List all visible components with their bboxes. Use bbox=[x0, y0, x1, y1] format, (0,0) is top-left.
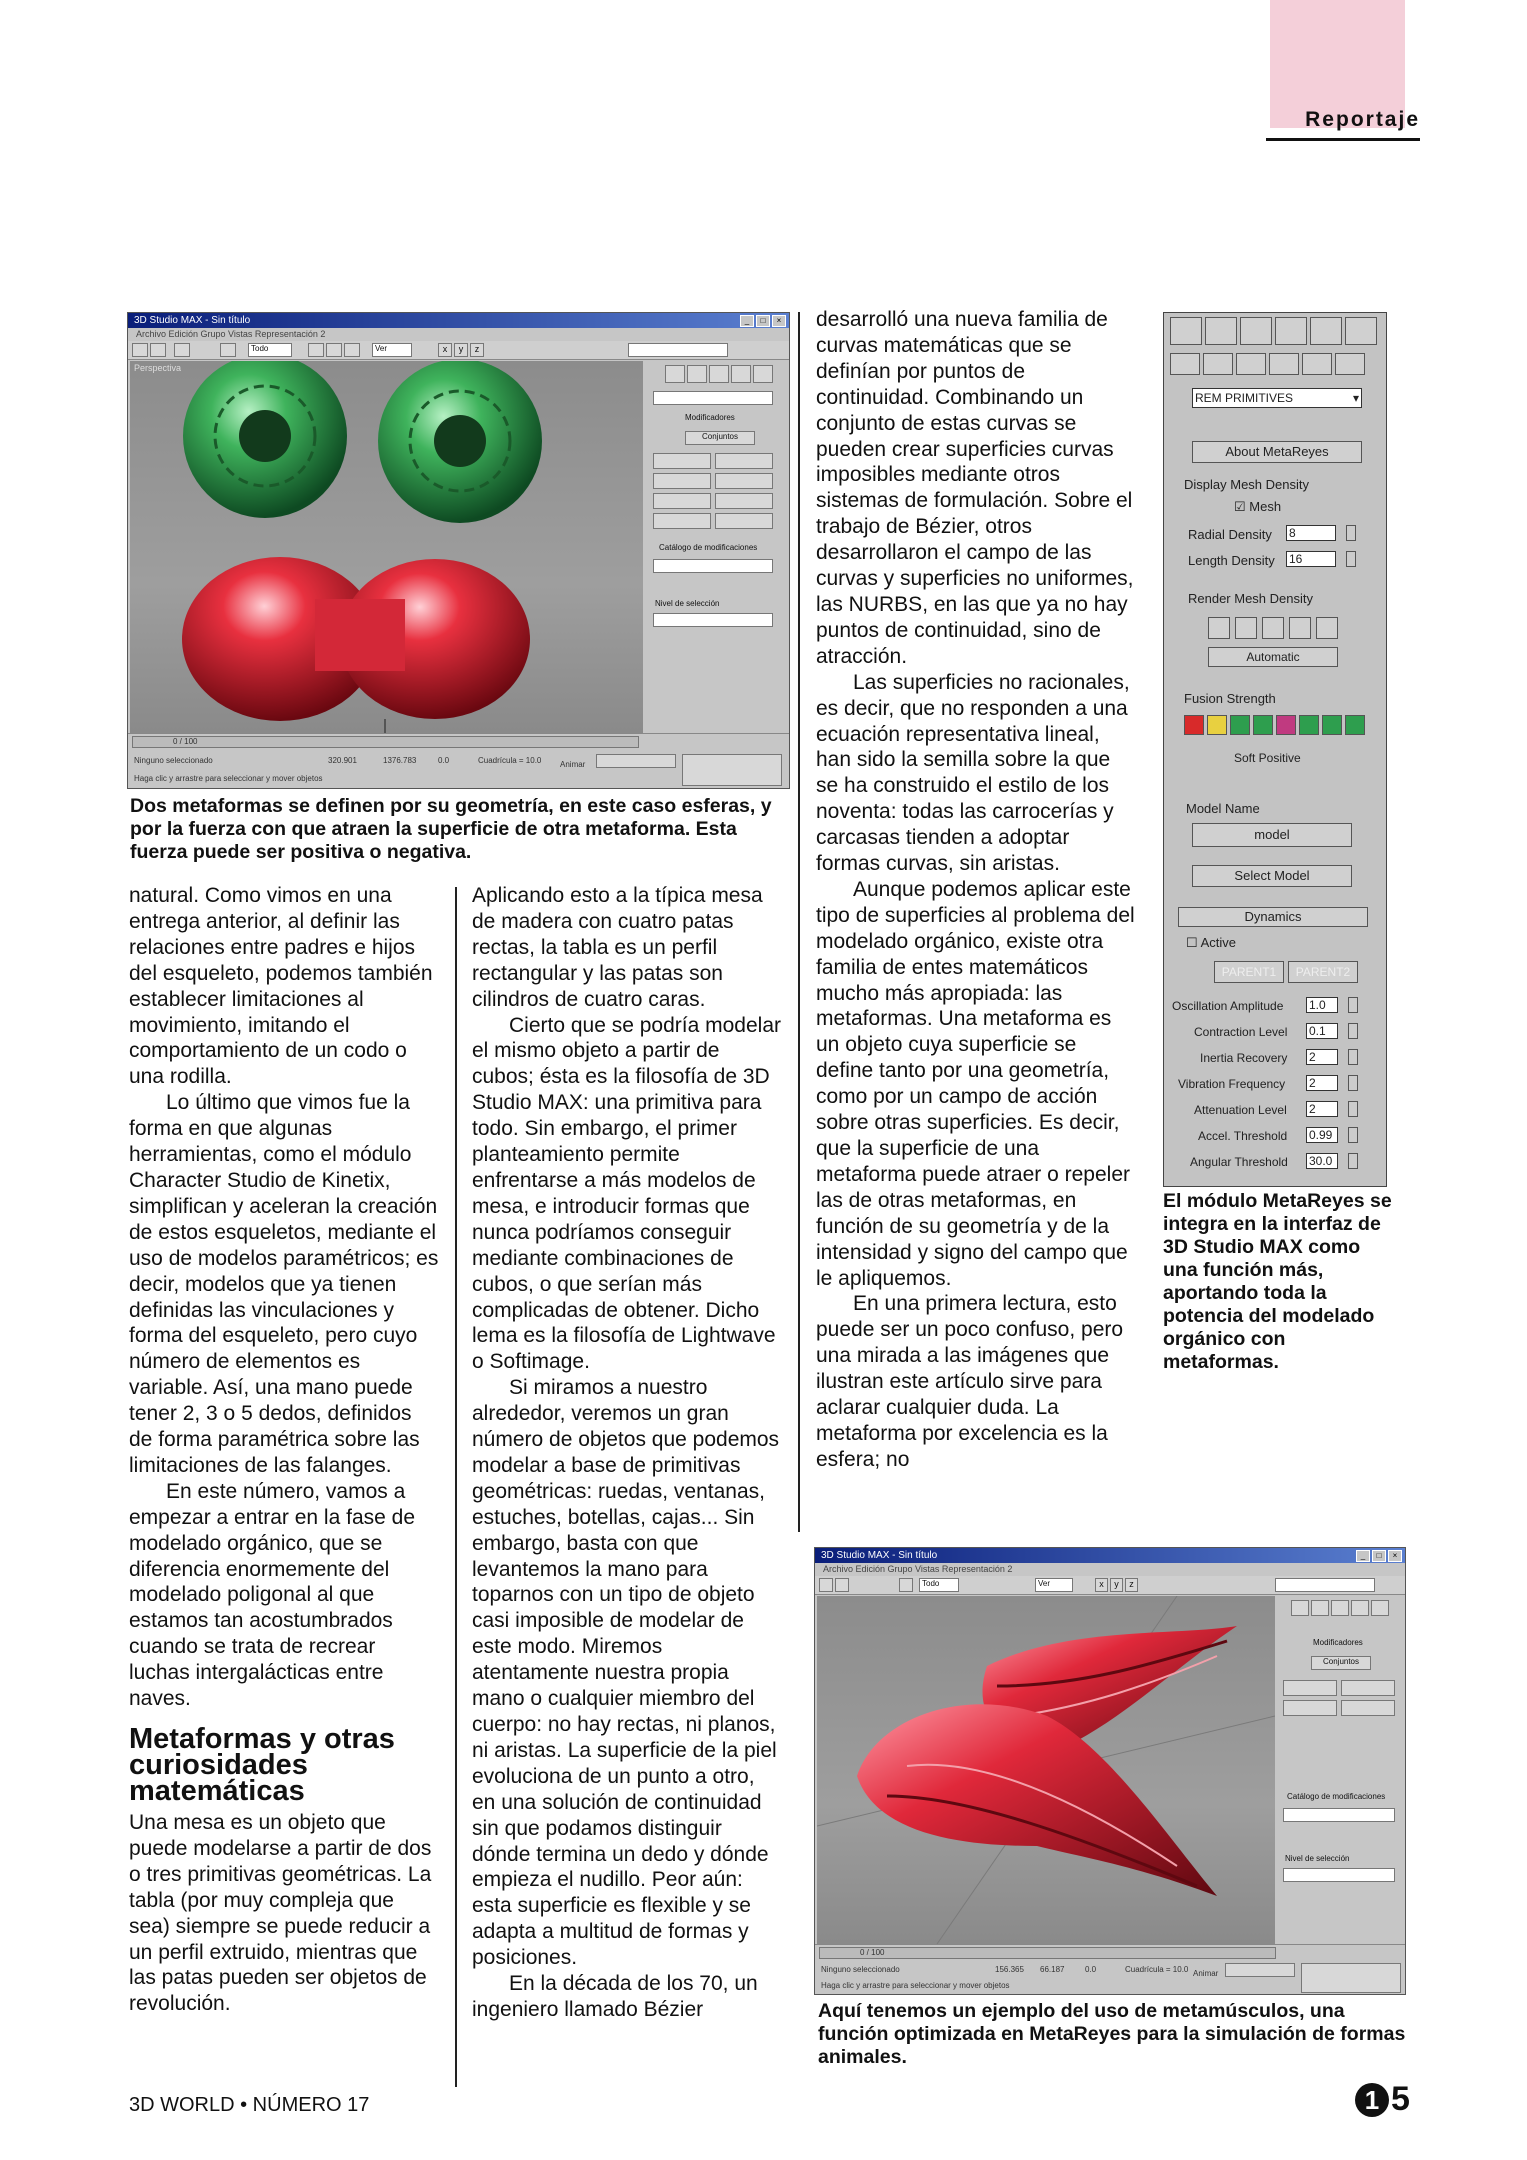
inertia-label: Inertia Recovery bbox=[1200, 1051, 1288, 1065]
helpers-icon[interactable] bbox=[1302, 353, 1332, 375]
fusion-swatches bbox=[1184, 715, 1365, 735]
display-tab-icon[interactable] bbox=[1371, 1600, 1389, 1616]
length-density-field[interactable]: 16 bbox=[1286, 551, 1336, 567]
coord-x: 320.901 bbox=[328, 756, 357, 765]
attenuation-spinner[interactable] bbox=[1348, 1101, 1358, 1117]
select-filter-dropdown[interactable]: Todo bbox=[919, 1578, 959, 1592]
accel-label: Accel. Threshold bbox=[1198, 1129, 1288, 1143]
page-number-digit: 5 bbox=[1391, 2080, 1410, 2118]
soft-positive-label: Soft Positive bbox=[1234, 751, 1301, 765]
modifier-button-1[interactable] bbox=[653, 453, 711, 469]
undo-icon[interactable] bbox=[819, 1578, 833, 1592]
coord-x: 156.365 bbox=[995, 1965, 1024, 1974]
selection-level-field[interactable] bbox=[1283, 1868, 1395, 1882]
maximize-icon[interactable]: □ bbox=[1372, 1550, 1386, 1562]
utilities-tab-icon[interactable] bbox=[1345, 317, 1377, 345]
oscillation-field[interactable]: 1.0 bbox=[1306, 997, 1338, 1013]
time-slider[interactable] bbox=[819, 1947, 1276, 1959]
named-selection-field[interactable] bbox=[628, 343, 728, 357]
modifier-sets-button[interactable]: Conjuntos bbox=[1311, 1656, 1371, 1670]
col1-paragraph-2: Lo último que vimos fue la forma en que algunas herramientas, como el módulo Character Studio de Kinetix, simplifican y aceleran la creación de estos esqueletos, mediante el uso de modelos paramétricos; es decir, modelos que ya tienen definidas las vinculaciones y forma del esqueleto, pero cuyo número de elementos es variable. Así, una mano puede tener 2, 3 o 5 dedos, definidos de forma paramétrica sobre las limitaciones de las falanges. bbox=[129, 1091, 439, 1477]
fusion-swatch-red[interactable] bbox=[1184, 715, 1204, 735]
panel-tabs bbox=[1170, 317, 1377, 345]
section-label: Reportaje bbox=[1305, 108, 1420, 131]
primitives-dropdown-value: REM PRIMITIVES bbox=[1195, 391, 1294, 405]
status-bar bbox=[815, 1944, 1405, 1995]
hierarchy-tab-icon[interactable] bbox=[1331, 1600, 1349, 1616]
contraction-spinner[interactable] bbox=[1348, 1023, 1358, 1039]
radial-density-label: Radial Density bbox=[1188, 527, 1272, 542]
modifier-stack-dropdown[interactable] bbox=[1283, 1808, 1395, 1822]
window-titlebar bbox=[128, 313, 789, 328]
modifier-button-3[interactable] bbox=[653, 473, 711, 489]
fusion-swatch-yellow[interactable] bbox=[1207, 715, 1227, 735]
modifier-button-5[interactable] bbox=[653, 493, 711, 509]
attenuation-field[interactable]: 2 bbox=[1306, 1101, 1338, 1117]
axis-z-button[interactable]: z bbox=[1125, 1578, 1138, 1592]
perspective-viewport[interactable] bbox=[130, 361, 643, 733]
mesh-checkbox[interactable] bbox=[1234, 499, 1281, 515]
display-tab-icon[interactable] bbox=[1310, 317, 1342, 345]
grid-readout: Cuadrícula = 10.0 bbox=[478, 756, 542, 765]
coord-system-dropdown[interactable]: Ver bbox=[372, 343, 412, 357]
checkbox-icon: ☐ bbox=[1186, 935, 1198, 950]
motion-tab-icon[interactable] bbox=[1351, 1600, 1369, 1616]
named-selection-field[interactable] bbox=[1275, 1578, 1375, 1592]
active-checkbox[interactable] bbox=[1186, 935, 1236, 951]
modify-tab-icon[interactable] bbox=[687, 365, 707, 383]
window-titlebar bbox=[815, 1548, 1405, 1563]
check-icon: ☑ bbox=[1234, 499, 1246, 514]
selection-level-label: Nivel de selección bbox=[1285, 1854, 1350, 1863]
modifier-stack-dropdown[interactable] bbox=[653, 559, 773, 573]
status-selection: Ninguno seleccionado bbox=[134, 756, 213, 765]
col2-paragraph-3: Si miramos a nuestro alrededor, veremos un gran número de objetos que podemos modelar a base de primitivas geométricas: ruedas, ventanas, estuches, botellas, cajas... Sin embargo, basta con que levantemos la mano para toparnos con un tipo de objeto casi imposible de modelar de este modo. Miremos atentamente nuestra propia mano o cualquier miembro del cuerpo: no hay rectas, ni planos, ni aristas. La superficie de la piel evoluciona de un punto a otro, en una solución de continuidad sin que podamos distinguir dónde termina un dedo y dónde empieza el nudillo. Peor aún: esta superficie es flexible y se adapta a multitud de formas y posiciones. bbox=[472, 1376, 780, 1970]
radial-spinner[interactable] bbox=[1346, 525, 1356, 541]
shapes-icon[interactable] bbox=[1203, 353, 1233, 375]
close-icon[interactable]: × bbox=[772, 315, 786, 327]
radial-density-field[interactable]: 8 bbox=[1286, 525, 1336, 541]
oscillation-spinner[interactable] bbox=[1348, 997, 1358, 1013]
model-name-label: Model Name bbox=[1186, 801, 1260, 816]
contraction-label: Contraction Level bbox=[1194, 1025, 1288, 1039]
column-divider-2 bbox=[798, 312, 800, 1532]
accel-spinner[interactable] bbox=[1348, 1127, 1358, 1143]
oscillation-label: Oscillation Amplitude bbox=[1172, 999, 1284, 1013]
mesh-label: Mesh bbox=[1249, 499, 1282, 514]
col2-paragraph-4: En la década de los 70, un ingeniero llamado Bézier bbox=[472, 1972, 758, 2021]
coord-system-dropdown[interactable]: Ver bbox=[1035, 1578, 1073, 1592]
command-panel bbox=[645, 361, 789, 733]
fusion-swatch-green-2[interactable] bbox=[1253, 715, 1273, 735]
select-icon[interactable] bbox=[899, 1578, 913, 1592]
figure1-screenshot bbox=[127, 312, 790, 789]
figure2-caption: Aquí tenemos un ejemplo del uso de metamúsculos, una función optimizada en MetaReyes para la simulación de formas animales. bbox=[818, 2000, 1406, 2068]
muscle-shape-lower bbox=[857, 1704, 1217, 1896]
lights-icon[interactable] bbox=[1236, 353, 1266, 375]
selection-level-label: Nivel de selección bbox=[655, 599, 720, 608]
rotate-icon[interactable] bbox=[326, 343, 342, 357]
col1-paragraph-1: natural. Como vimos en una entrega anterior, al definir las relaciones entre padres e hijos del esqueleto, podemos también establecer limitaciones al movimiento, imitando el comportamiento de un codo o una rodilla. bbox=[129, 884, 433, 1089]
minimize-icon[interactable]: _ bbox=[740, 315, 754, 327]
coord-z: 0.0 bbox=[438, 756, 450, 765]
column-2 bbox=[472, 883, 782, 2023]
inertia-field[interactable]: 2 bbox=[1306, 1049, 1338, 1065]
render-group-label: Render Mesh Density bbox=[1188, 591, 1313, 606]
page-number-circle: 1 bbox=[1355, 2083, 1389, 2117]
dynamics-rollout[interactable] bbox=[1178, 907, 1368, 927]
primitives-dropdown[interactable] bbox=[1192, 388, 1362, 408]
modifier-button-8[interactable] bbox=[715, 513, 773, 529]
fusion-swatch-green-1[interactable] bbox=[1230, 715, 1250, 735]
axis-x-button[interactable]: x bbox=[1095, 1578, 1108, 1592]
length-density-label: Length Density bbox=[1188, 553, 1275, 568]
red-metaball-blob bbox=[182, 557, 530, 721]
col3-paragraph-2: Las superficies no racionales, es decir, que no responden a una ecuación representativa lineal, han sido la semilla sobre la que se ha construido el estilo de los noventa: todas las carrocerías y carcasas tienden a adoptar formas curvas, sin aristas. bbox=[816, 670, 1130, 876]
modify-tab-icon[interactable] bbox=[1205, 317, 1237, 345]
create-tab-icon[interactable] bbox=[665, 365, 685, 383]
contraction-field[interactable]: 0.1 bbox=[1306, 1023, 1338, 1039]
link-icon[interactable] bbox=[174, 343, 190, 357]
time-readout: 0 / 100 bbox=[173, 737, 198, 746]
parent1-button[interactable]: PARENT1 bbox=[1214, 961, 1284, 983]
status-selection: Ninguno seleccionado bbox=[821, 1965, 900, 1974]
angular-spinner[interactable] bbox=[1348, 1153, 1358, 1169]
render-button-3[interactable] bbox=[1262, 617, 1284, 639]
category-icons bbox=[1170, 353, 1365, 375]
main-toolbar bbox=[815, 1576, 1405, 1595]
length-spinner[interactable] bbox=[1346, 551, 1356, 567]
motion-tab-icon[interactable] bbox=[731, 365, 751, 383]
viewport-label: Perspectiva bbox=[134, 363, 182, 373]
fusion-swatch-pink[interactable] bbox=[1276, 715, 1296, 735]
close-icon[interactable]: × bbox=[1388, 1550, 1402, 1562]
render-button-1[interactable] bbox=[1208, 617, 1230, 639]
animate-button[interactable]: Animar bbox=[560, 760, 586, 769]
fusion-swatch-green-3[interactable] bbox=[1299, 715, 1319, 735]
create-tab-icon[interactable] bbox=[1170, 317, 1202, 345]
animate-button[interactable]: Animar bbox=[1193, 1969, 1219, 1978]
move-icon[interactable] bbox=[308, 343, 324, 357]
metaballs-render bbox=[130, 361, 643, 733]
figure2-screenshot bbox=[814, 1547, 1406, 1995]
column-1 bbox=[129, 883, 439, 2017]
fusion-label: Fusion Strength bbox=[1184, 691, 1276, 706]
axis-y-button[interactable]: y bbox=[1110, 1578, 1123, 1592]
window-title: 3D Studio MAX - Sin título bbox=[821, 1550, 938, 1561]
modifier-button-4[interactable] bbox=[1341, 1700, 1395, 1716]
scale-icon[interactable] bbox=[344, 343, 360, 357]
select-filter-dropdown[interactable]: Todo bbox=[248, 343, 292, 357]
axis-x-button[interactable]: x bbox=[438, 343, 452, 357]
model-name-field[interactable]: model bbox=[1192, 823, 1352, 847]
metamuscles-render bbox=[817, 1596, 1275, 1944]
col3-paragraph-3: Aunque podemos aplicar este tipo de superficies al problema del modelado orgánico, existe otra familia de entes matemáticos mucho más apropiada: las metaformas. Una metaforma es un objeto cuya superficie se define tanto por una geometría, como por un campo de acción sobre otras superficies. Es decir, que la superficie de una metaforma puede atraer o repeler las de otras metaformas, en función de su geometría y de la intensidad y signo del campo que le apliquemos. bbox=[816, 877, 1135, 1290]
hierarchy-tab-icon[interactable] bbox=[1240, 317, 1272, 345]
main-toolbar bbox=[128, 341, 789, 360]
perspective-viewport[interactable] bbox=[817, 1596, 1275, 1944]
green-sphere-right bbox=[378, 361, 542, 523]
time-slider[interactable] bbox=[132, 736, 639, 748]
axis-z-button[interactable]: z bbox=[470, 343, 484, 357]
menu-bar[interactable]: Archivo Edición Grupo Vistas Representación 2 bbox=[823, 1564, 1013, 1574]
coord-y: 66.187 bbox=[1040, 1965, 1065, 1974]
modify-tab-icon[interactable] bbox=[1311, 1600, 1329, 1616]
display-tab-icon[interactable] bbox=[753, 365, 773, 383]
parent2-button[interactable]: PARENT2 bbox=[1288, 961, 1358, 983]
render-button-2[interactable] bbox=[1235, 617, 1257, 639]
active-label: Active bbox=[1200, 935, 1236, 950]
angular-field[interactable]: 30.0 bbox=[1306, 1153, 1338, 1169]
select-icon[interactable] bbox=[220, 343, 236, 357]
time-readout: 0 / 100 bbox=[860, 1948, 885, 1957]
attenuation-label: Attenuation Level bbox=[1194, 1103, 1287, 1117]
metareyes-panel-screenshot bbox=[1163, 312, 1387, 1187]
vibration-spinner[interactable] bbox=[1348, 1075, 1358, 1091]
status-bar bbox=[128, 733, 789, 789]
viewport-nav-controls[interactable] bbox=[1301, 1963, 1401, 1993]
col1-paragraph-4: Una mesa es un objeto que puede modelarse a partir de dos o tres primitivas geométricas. La tabla (por muy compleja que sea) siempre se puede reducir a un perfil extruido, mientras que las patas pueden ser objetos de revolución. bbox=[129, 1811, 432, 2016]
modifier-sets-button[interactable]: Conjuntos bbox=[685, 431, 755, 445]
col3-paragraph-1: desarrolló una nueva familia de curvas matemáticas que se definían por puntos de continuidad. Combinando un conjunto de estas curvas se pueden crear superficies curvas imposibles mediante otros sistemas de formulación. Sobre el trabajo de Bézier, otros desarrollaron el campo de las curvas y superficies no uniformes, las NURBS, en las que ya no hay puntos de continuidad, sino de atracción. bbox=[816, 308, 1134, 668]
selection-level-field[interactable] bbox=[653, 613, 773, 627]
col2-paragraph-1: Aplicando esto a la típica mesa de madera con cuatro patas rectas, la tabla es un perfil rectangular y las patas son cilindros de cuatro caras. bbox=[472, 884, 763, 1011]
footer-magazine: 3D WORLD • NÚMERO 17 bbox=[129, 2094, 370, 2116]
select-model-button[interactable]: Select Model bbox=[1192, 865, 1352, 887]
render-button-4[interactable] bbox=[1289, 617, 1311, 639]
modifier-button-6[interactable] bbox=[715, 493, 773, 509]
command-panel bbox=[1277, 1596, 1405, 1944]
modifier-button-2[interactable] bbox=[715, 453, 773, 469]
redo-icon[interactable] bbox=[835, 1578, 849, 1592]
fusion-swatch-green-5[interactable] bbox=[1345, 715, 1365, 735]
modifier-button-4[interactable] bbox=[715, 473, 773, 489]
object-name-field[interactable] bbox=[653, 391, 773, 405]
status-hint: Haga clic y arrastre para seleccionar y mover objetos bbox=[134, 774, 323, 783]
column-divider-1 bbox=[455, 887, 457, 2087]
create-tab-icon[interactable] bbox=[1291, 1600, 1309, 1616]
column-3 bbox=[816, 307, 1136, 1473]
menu-bar[interactable]: Archivo Edición Grupo Vistas Representación 2 bbox=[136, 329, 326, 339]
fusion-swatch-green-4[interactable] bbox=[1322, 715, 1342, 735]
status-hint: Haga clic y arrastre para seleccionar y mover objetos bbox=[821, 1981, 1010, 1990]
modifier-button-3[interactable] bbox=[1283, 1700, 1337, 1716]
modifier-button-7[interactable] bbox=[653, 513, 711, 529]
chevron-down-icon: ▾ bbox=[1352, 391, 1359, 405]
coord-z: 0.0 bbox=[1085, 1965, 1097, 1974]
dynamics-label: Dynamics bbox=[1244, 909, 1302, 924]
panel-caption: El módulo MetaReyes se integra en la interfaz de 3D Studio MAX como una función más, aportando toda la potencia del modelado orgánico con metaformas. bbox=[1163, 1190, 1392, 1373]
render-button-5[interactable] bbox=[1316, 617, 1338, 639]
minimize-icon[interactable]: _ bbox=[1356, 1550, 1370, 1562]
viewport-nav-controls[interactable] bbox=[682, 754, 782, 786]
angular-label: Angular Threshold bbox=[1190, 1155, 1288, 1169]
motion-tab-icon[interactable] bbox=[1275, 317, 1307, 345]
coord-y: 1376.783 bbox=[383, 756, 417, 765]
maximize-icon[interactable]: □ bbox=[756, 315, 770, 327]
modifiers-label: Modificadores bbox=[1313, 1638, 1363, 1647]
hierarchy-tab-icon[interactable] bbox=[709, 365, 729, 383]
render-buttons bbox=[1208, 617, 1338, 639]
axis-y-button[interactable]: y bbox=[454, 343, 468, 357]
grid-readout: Cuadrícula = 10.0 bbox=[1125, 1965, 1189, 1974]
catalog-label: Catálogo de modificaciones bbox=[659, 543, 758, 552]
page-number bbox=[1355, 2080, 1410, 2119]
col1-paragraph-3: En este número, vamos a empezar a entrar en la fase de modelado orgánico, que se diferencia enormemente del modelado poligonal al que estamos tan acostumbrados cuando se trata de recrear luchas intergalácticas entre naves. bbox=[129, 1479, 416, 1711]
figure1-caption: Dos metaformas se definen por su geometría, en este caso esferas, y por la fuerza con que atraen la superficie de otra metaforma. Esta fuerza puede ser positiva o negativa. bbox=[130, 795, 772, 863]
automatic-button[interactable]: Automatic bbox=[1208, 647, 1338, 667]
section-rule bbox=[1266, 138, 1420, 141]
redo-icon[interactable] bbox=[150, 343, 166, 357]
subheading: Metaformas y otras curiosidades matemáticas bbox=[129, 1723, 395, 1807]
col3-paragraph-4: En una primera lectura, esto puede ser un poco confuso, pero una mirada a las imágenes que ilustran este artículo sirve para aclarar cualquier duda. La metaforma por excelencia es la esfera; no bbox=[816, 1292, 1124, 1471]
modifiers-label: Modificadores bbox=[685, 413, 735, 422]
catalog-label: Catálogo de modificaciones bbox=[1287, 1792, 1386, 1801]
inertia-spinner[interactable] bbox=[1348, 1049, 1358, 1065]
playback-controls[interactable] bbox=[596, 754, 676, 768]
spacewarps-icon[interactable] bbox=[1335, 353, 1365, 375]
green-sphere-left bbox=[183, 361, 347, 518]
vibration-field[interactable]: 2 bbox=[1306, 1075, 1338, 1091]
accel-field[interactable]: 0.99 bbox=[1306, 1127, 1338, 1143]
about-button[interactable]: About MetaReyes bbox=[1192, 441, 1362, 463]
modifier-button-2[interactable] bbox=[1341, 1680, 1395, 1696]
display-group-label: Display Mesh Density bbox=[1184, 477, 1309, 492]
modifier-button-1[interactable] bbox=[1283, 1680, 1337, 1696]
cameras-icon[interactable] bbox=[1269, 353, 1299, 375]
col2-paragraph-2: Cierto que se podría modelar el mismo objeto a partir de cubos; ésta es la filosofía de 3D Studio MAX: una primitiva para todo. Sin embargo, el primer planteamiento permite enfrentarse a más modelos de mesa, e introducir formas que nunca podríamos conseguir mediante combinaciones de cubos, o que serían más complicadas de obtener. Dicho lema es la filosofía de Lightwave o Softimage. bbox=[472, 1013, 781, 1374]
geometry-icon[interactable] bbox=[1170, 353, 1200, 375]
playback-controls[interactable] bbox=[1225, 1963, 1295, 1977]
vibration-label: Vibration Frequency bbox=[1178, 1077, 1286, 1091]
window-title: 3D Studio MAX - Sin título bbox=[134, 315, 251, 326]
undo-icon[interactable] bbox=[132, 343, 148, 357]
